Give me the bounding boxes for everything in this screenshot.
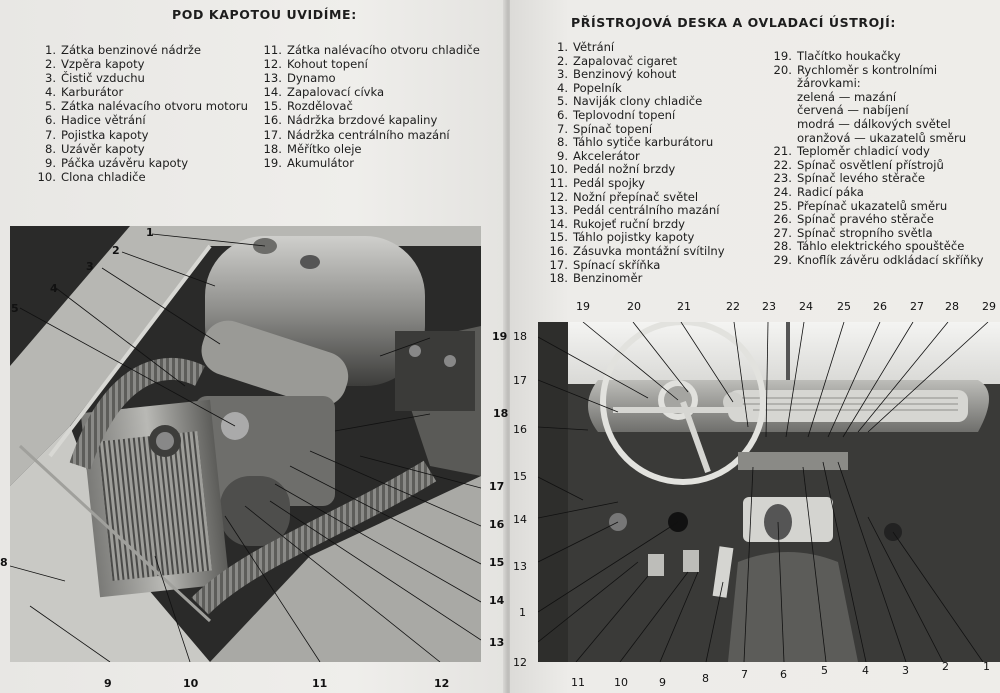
dash-callout-24: 24 — [799, 300, 813, 313]
item-number: 23. — [773, 171, 792, 186]
item-number: 14. — [263, 85, 282, 100]
engine-callout-15: 15 — [489, 556, 505, 569]
item-number: 12. — [549, 189, 568, 204]
list-item — [770, 240, 992, 254]
list-item — [262, 113, 482, 127]
dash-callout-8: 8 — [702, 672, 709, 685]
item-text: Pedál nožní brzdy — [573, 162, 676, 177]
dashboard-photo — [538, 322, 1000, 662]
engine-callout-12: 12 — [434, 677, 450, 690]
dash-callout-23: 23 — [762, 300, 776, 313]
list-item — [262, 43, 482, 57]
list-item — [548, 177, 768, 191]
item-text: Zátka nalévacího otvoru motoru — [61, 99, 248, 114]
dash-callout-25: 25 — [837, 300, 851, 313]
dash-callout-5: 5 — [821, 664, 828, 677]
dash-callout-12: 12 — [513, 656, 527, 669]
list-item — [548, 82, 768, 96]
list-item — [548, 191, 768, 205]
item-number: 20. — [773, 62, 792, 77]
list-item — [262, 128, 482, 142]
engine-callout-5: 5 — [11, 302, 19, 315]
engine-callout-18: 18 — [493, 407, 509, 420]
dash-callout-4: 4 — [862, 664, 869, 677]
item-number: 21. — [773, 144, 792, 159]
dash-callout-7: 7 — [741, 668, 748, 681]
list-item — [548, 204, 768, 218]
item-number: 1. — [556, 40, 568, 54]
dash-callout-11: 11 — [571, 676, 585, 689]
list-item — [262, 142, 482, 156]
engine-callout-8: 8 — [0, 556, 8, 569]
list-item — [770, 213, 992, 227]
engine-callout-9: 9 — [104, 677, 112, 690]
dash-callout-17: 17 — [513, 374, 527, 387]
item-text: Spínací skříňka — [573, 257, 661, 272]
item-text: Zátka nalévacího otvoru chladiče — [287, 43, 480, 57]
dash-callout-18: 18 — [513, 330, 527, 343]
left-heading: POD KAPOTOU UVIDÍME: — [172, 7, 357, 22]
item-number: 17. — [263, 127, 282, 142]
list-item — [548, 68, 768, 82]
item-number: 15. — [549, 230, 568, 245]
item-number — [770, 118, 792, 132]
item-number: 22. — [773, 157, 792, 172]
item-text: červená — nabíjení — [797, 103, 909, 118]
item-text: Teploměr chladicí vody — [797, 144, 930, 159]
item-text: Zátka benzinové nádrže — [61, 43, 201, 57]
engine-callout-2: 2 — [112, 244, 120, 257]
dash-callout-1: 1 — [983, 660, 990, 673]
engine-callout-16: 16 — [489, 518, 505, 531]
list-item — [34, 43, 252, 57]
item-text: zelená — mazání — [797, 89, 897, 104]
item-number: 9. — [44, 155, 56, 170]
item-number: 13. — [263, 71, 282, 86]
item-number: 1. — [44, 43, 56, 57]
engine-bay-photo — [10, 226, 481, 662]
list-item — [34, 128, 252, 142]
list-item — [34, 71, 252, 85]
item-number: 6. — [44, 113, 56, 128]
item-number: 5. — [44, 99, 56, 114]
item-text: Nádržka brzdové kapaliny — [287, 113, 438, 128]
list-item — [770, 91, 992, 105]
item-text: Vzpěra kapoty — [61, 57, 145, 72]
list-item — [34, 170, 252, 184]
item-number: 16. — [549, 243, 568, 258]
engine-parts-list-1 — [34, 43, 252, 184]
item-number: 16. — [263, 113, 282, 128]
item-text: Nádržka centrálního mazání — [287, 127, 450, 142]
list-item — [548, 259, 768, 273]
item-number: 13. — [549, 203, 568, 218]
item-text: oranžová — ukazatelů směru — [797, 130, 967, 145]
item-text: Benzinoměr — [573, 271, 643, 286]
dashboard-parts-list-2 — [770, 50, 992, 268]
item-number: 17. — [549, 257, 568, 272]
dash-callout-19: 19 — [576, 300, 590, 313]
list-item — [548, 109, 768, 123]
item-text: Benzinový kohout — [573, 67, 677, 82]
list-item — [548, 163, 768, 177]
list-item — [262, 57, 482, 71]
list-item — [548, 123, 768, 137]
item-number: 19. — [263, 155, 282, 170]
item-text: Pedál centrálního mazání — [573, 203, 720, 218]
item-number: 28. — [773, 239, 792, 254]
engine-callout-10: 10 — [183, 677, 199, 690]
item-number: 19. — [773, 49, 792, 63]
list-item — [770, 227, 992, 241]
item-number: 10. — [549, 162, 568, 177]
item-text: Páčka uzávěru kapoty — [61, 155, 189, 170]
item-number: 2. — [556, 53, 568, 68]
item-text: Přepínač ukazatelů směru — [797, 198, 948, 213]
dash-callout-15: 15 — [513, 470, 527, 483]
list-item — [262, 99, 482, 113]
dash-callout-6: 6 — [780, 668, 787, 681]
item-number — [770, 91, 792, 105]
dash-callout-2: 2 — [942, 660, 949, 673]
item-text: Pedál spojky — [573, 175, 645, 190]
item-number: 25. — [773, 198, 792, 213]
item-text: Naviják clony chladiče — [573, 94, 703, 109]
right-heading: PŘÍSTROJOVÁ DESKA A OVLADACÍ ÚSTROJÍ: — [571, 15, 896, 30]
item-number: 4. — [44, 85, 56, 100]
item-text: Clona chladiče — [61, 169, 146, 184]
item-text: Táhlo elektrického spouštěče — [797, 239, 965, 254]
item-number: 5. — [556, 94, 568, 109]
list-item — [770, 132, 992, 146]
dash-callout-20: 20 — [627, 300, 641, 313]
list-item — [34, 142, 252, 156]
item-number — [770, 132, 792, 146]
item-text: Karburátor — [61, 85, 124, 100]
item-number: 2. — [44, 57, 56, 72]
list-item — [770, 64, 992, 91]
item-text: Měřítko oleje — [287, 141, 362, 156]
dashboard-parts-list-1 — [548, 41, 768, 286]
dash-callout-3: 3 — [902, 664, 909, 677]
item-text: Uzávěr kapoty — [61, 141, 145, 156]
list-item — [34, 85, 252, 99]
item-text: Táhlo pojistky kapoty — [573, 230, 695, 245]
list-item — [770, 186, 992, 200]
item-text: Akumulátor — [287, 155, 355, 170]
item-text: modrá — dálkových světel — [797, 116, 951, 131]
item-text: Rozdělovač — [287, 99, 353, 114]
engine-callout-19: 19 — [492, 330, 508, 343]
item-number — [770, 104, 792, 118]
item-number: 27. — [773, 225, 792, 240]
dash-callout-10: 10 — [614, 676, 628, 689]
item-number: 24. — [773, 184, 792, 199]
list-item — [548, 218, 768, 232]
list-item — [34, 99, 252, 113]
list-item — [548, 231, 768, 245]
dash-callout-14: 14 — [513, 513, 527, 526]
list-item — [548, 55, 768, 69]
dash-callout-9: 9 — [659, 676, 666, 689]
engine-parts-list-2 — [262, 43, 482, 170]
engine-callout-1: 1 — [146, 226, 154, 239]
list-item — [262, 156, 482, 170]
dash-callout-13: 13 — [513, 560, 527, 573]
dash-callout-16: 16 — [513, 423, 527, 436]
dash-callout-21: 21 — [677, 300, 691, 313]
item-text: Čistič vzduchu — [61, 71, 145, 86]
list-item — [770, 254, 992, 268]
item-text: Spínač osvětlení přístrojů — [797, 157, 944, 172]
list-item — [34, 57, 252, 71]
item-number: 3. — [44, 71, 56, 86]
list-item — [262, 71, 482, 85]
item-number: 9. — [556, 148, 568, 163]
item-number: 18. — [549, 271, 568, 286]
item-number: 18. — [263, 141, 282, 156]
engine-callout-14: 14 — [489, 594, 505, 607]
dash-callout-28: 28 — [945, 300, 959, 313]
item-text: Kohout topení — [287, 57, 368, 72]
item-number: 26. — [773, 212, 792, 227]
item-text: Zapalovací cívka — [287, 85, 385, 100]
item-text: Spínač stropního světla — [797, 225, 933, 240]
item-text: Zásuvka montážní svítilny — [573, 243, 725, 258]
item-text: Popelník — [573, 80, 622, 95]
item-number: 7. — [556, 121, 568, 136]
list-item — [770, 200, 992, 214]
engine-callout-3: 3 — [86, 260, 94, 273]
item-number: 8. — [556, 135, 568, 150]
list-item — [770, 159, 992, 173]
list-item — [262, 85, 482, 99]
engine-callout-4: 4 — [50, 282, 58, 295]
item-text: Tlačítko houkačky — [797, 49, 901, 63]
item-number: 15. — [263, 99, 282, 114]
item-text: Akcelerátor — [573, 148, 640, 163]
item-text: Nožní přepínač světel — [573, 189, 699, 204]
list-item — [548, 95, 768, 109]
item-text: Teplovodní topení — [573, 107, 676, 122]
item-number: 4. — [556, 80, 568, 95]
item-text: Táhlo sytiče karburátoru — [573, 135, 714, 150]
list-item — [770, 104, 992, 118]
item-text: Větrání — [573, 40, 615, 54]
item-text: Spínač levého stěrače — [797, 171, 926, 186]
dash-callout-1-left: 1 — [519, 606, 526, 619]
item-number: 7. — [44, 127, 56, 142]
list-item — [548, 41, 768, 55]
list-item — [34, 156, 252, 170]
item-number: 12. — [263, 57, 282, 72]
list-item — [770, 172, 992, 186]
item-number: 14. — [549, 216, 568, 231]
item-text: Knoflík závěru odkládací skříňky — [797, 252, 984, 267]
item-text: Dynamo — [287, 71, 336, 86]
item-number: 29. — [773, 252, 792, 267]
dash-callout-26: 26 — [873, 300, 887, 313]
engine-callout-13: 13 — [489, 636, 505, 649]
item-text: Radicí páka — [797, 184, 864, 199]
list-item — [548, 272, 768, 286]
item-text: Hadice větrání — [61, 113, 146, 128]
engine-callout-17: 17 — [489, 480, 505, 493]
list-item — [770, 118, 992, 132]
item-text: Rychloměr s kontrolními žárovkami: — [797, 62, 938, 91]
item-text: Rukojeť ruční brzdy — [573, 216, 686, 231]
item-number: 10. — [37, 169, 56, 184]
dash-callout-22: 22 — [726, 300, 740, 313]
item-number: 8. — [44, 141, 56, 156]
list-item — [548, 245, 768, 259]
item-text: Pojistka kapoty — [61, 127, 149, 142]
list-item — [34, 113, 252, 127]
dash-callout-27: 27 — [910, 300, 924, 313]
item-text: Spínač topení — [573, 121, 653, 136]
item-number: 6. — [556, 107, 568, 122]
list-item — [770, 50, 992, 64]
item-number: 3. — [556, 67, 568, 82]
list-item — [548, 136, 768, 150]
item-text: Spínač pravého stěrače — [797, 212, 934, 227]
dash-callout-29: 29 — [982, 300, 996, 313]
item-number: 11. — [263, 43, 282, 57]
item-text: Zapalovač cigaret — [573, 53, 678, 68]
list-item — [548, 150, 768, 164]
engine-callout-11: 11 — [312, 677, 328, 690]
item-number: 11. — [549, 175, 568, 190]
list-item — [770, 145, 992, 159]
